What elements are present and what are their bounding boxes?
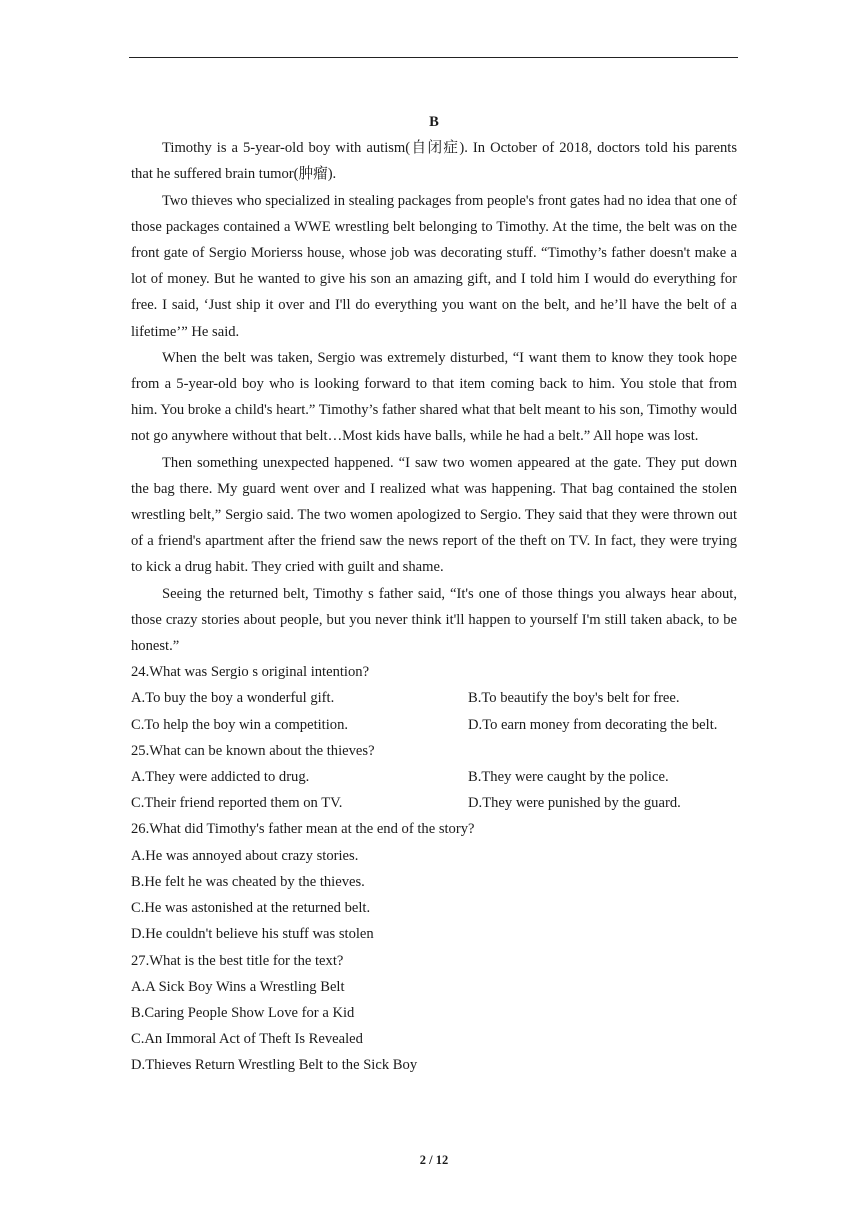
option-b[interactable]: B.He felt he was cheated by the thieves. xyxy=(131,873,365,890)
option-d[interactable]: D.Thieves Return Wrestling Belt to the Sick Boy xyxy=(131,1057,418,1074)
passage-paragraph: Seeing the returned belt, Timothy s father said, “It's one of those things you always hear about, those crazy stories about people, but you never think it'll happen to yourself I'm still taken aback, to be honest.” xyxy=(131,585,737,655)
question-24 xyxy=(131,659,737,738)
section-title: B xyxy=(429,114,439,130)
question-stem: 25.What can be known about the thieves? xyxy=(131,742,375,759)
option-c[interactable]: C.He was astonished at the returned belt. xyxy=(131,900,371,917)
option-b[interactable]: B.They were caught by the police. xyxy=(468,769,669,786)
option-d[interactable]: D.They were punished by the guard. xyxy=(468,795,681,812)
option-c[interactable]: C.Their friend reported them on TV. xyxy=(131,795,343,812)
header-rule xyxy=(129,57,738,58)
option-row xyxy=(131,790,737,816)
question-25 xyxy=(131,738,737,817)
page-number: 2 / 12 xyxy=(419,1153,449,1167)
passage-paragraph: Then something unexpected happened. “I saw two women appeared at the gate. They put down the bag there. My guard went over and I realized what was happening. That bag contained the stolen wrestling belt,” Sergio said. The two women apologized to Sergio. They said that they were thrown out of a friend's apartment after the friend saw the news report of the theft on TV. In fact, they were trying to kick a drug habit. They cried with guilt and shame. xyxy=(131,454,737,576)
option-a[interactable]: A.They were addicted to drug. xyxy=(131,769,310,786)
option-row xyxy=(131,712,737,738)
passage-content xyxy=(131,109,737,1079)
passage-paragraph: Two thieves who specialized in stealing packages from people's front gates had no idea that one of those packages contained a WWE wrestling belt belonging to Timothy. At the time, the belt was on the front gate of Sergio Morierss house, whose job was decorating stuff. “Timothy’s father doesn't make a lot of money. But he wanted to give his son an amazing gift, and I told him I would do everything for free. I said, ‘Just ship it over and I'll do everything you want on the belt, and he’ll have the belt of a lifetime’” He said. xyxy=(131,192,737,340)
option-d[interactable]: D.To earn money from decorating the belt. xyxy=(468,716,718,733)
question-26 xyxy=(131,816,737,947)
option-b[interactable]: B.To beautify the boy's belt for free. xyxy=(468,690,680,707)
option-row xyxy=(131,764,737,790)
question-stem: 24.What was Sergio s original intention? xyxy=(131,664,370,681)
option-a[interactable]: A.He was annoyed about crazy stories. xyxy=(131,847,359,864)
question-stem: 27.What is the best title for the text? xyxy=(131,952,344,969)
option-a[interactable]: A.To buy the boy a wonderful gift. xyxy=(131,690,335,707)
option-row xyxy=(131,685,737,711)
passage-paragraph: Timothy is a 5-year-old boy with autism(自闭症). In October of 2018, doctors told his parents that he suffered brain tumor(肿瘤). xyxy=(131,140,737,183)
option-a[interactable]: A.A Sick Boy Wins a Wrestling Belt xyxy=(131,978,345,995)
option-c[interactable]: C.An Immoral Act of Theft Is Revealed xyxy=(131,1031,363,1048)
option-b[interactable]: B.Caring People Show Love for a Kid xyxy=(131,1004,355,1021)
question-27 xyxy=(131,948,737,1079)
question-stem: 26.What did Timothy's father mean at the end of the story? xyxy=(131,821,475,838)
option-d[interactable]: D.He couldn't believe his stuff was stolen xyxy=(131,926,374,943)
passage-paragraph: When the belt was taken, Sergio was extremely disturbed, “I want them to know they took hope from a 5-year-old boy who is looking forward to that item coming back to him. You stole that from him. You broke a child's heart.” Timothy’s father shared what that belt meant to his son, Timothy would not go anywhere without that belt…Most kids have balls, while he had a belt.” All hope was lost. xyxy=(131,349,737,445)
option-c[interactable]: C.To help the boy win a competition. xyxy=(131,716,349,733)
